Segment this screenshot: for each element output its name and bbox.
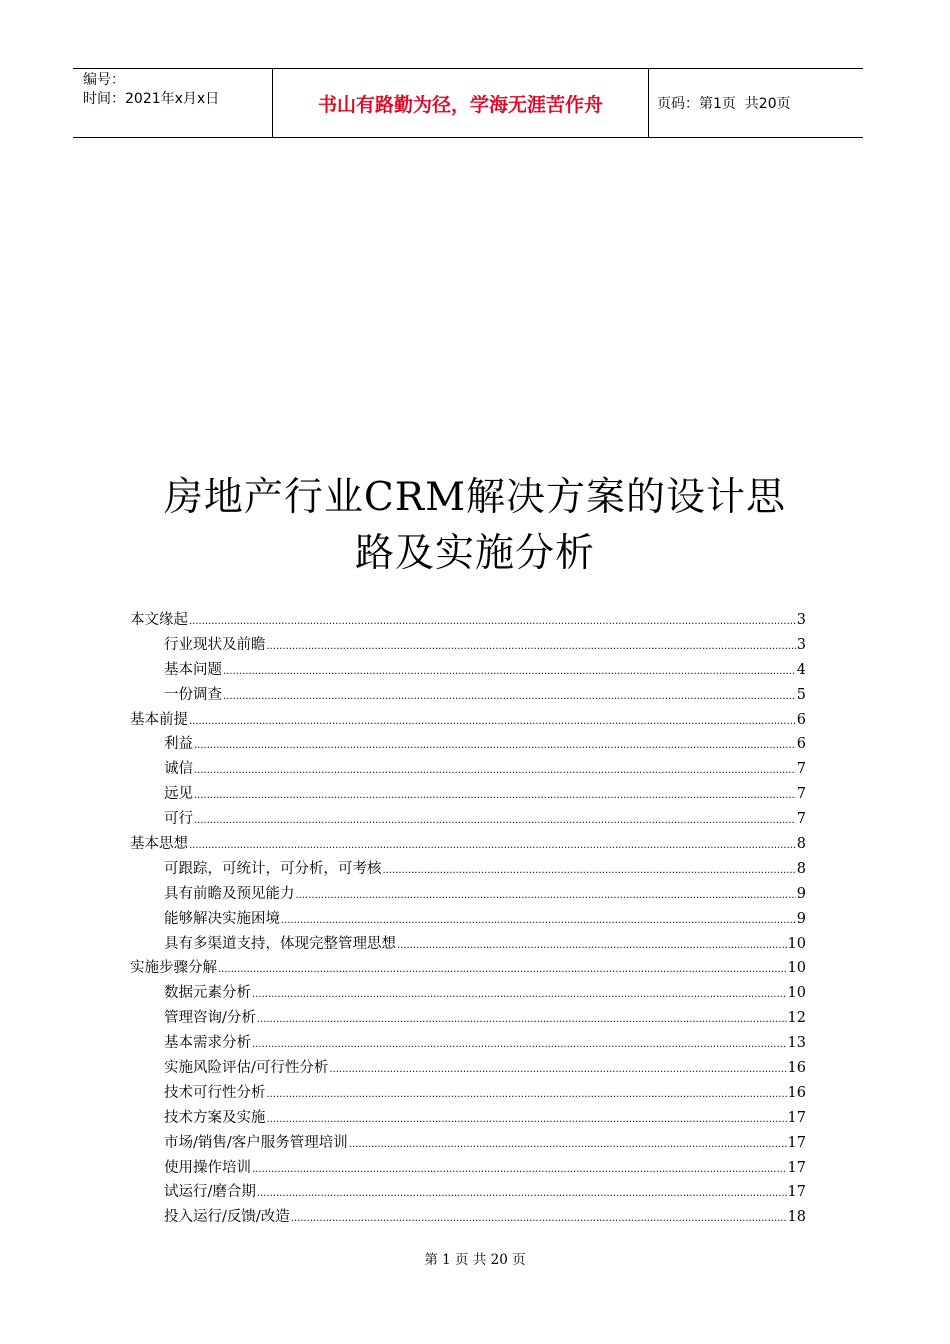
toc-entry-label: 可行	[164, 811, 193, 828]
toc-leader-dots	[194, 740, 796, 751]
toc-entry-page: 16	[787, 1060, 806, 1077]
toc-entry[interactable]	[130, 907, 806, 932]
toc-entry[interactable]	[130, 932, 806, 957]
toc-entry-label: 远见	[164, 786, 193, 803]
toc-leader-dots	[194, 765, 796, 776]
toc-entry-page: 7	[796, 786, 806, 803]
toc-entry[interactable]	[130, 708, 806, 733]
toc-entry[interactable]	[130, 732, 806, 757]
footer-page-number: 第 1 页 共 20 页	[424, 1252, 526, 1268]
toc-entry[interactable]	[130, 1156, 806, 1181]
toc-leader-dots	[257, 1014, 787, 1025]
toc-entry-page: 13	[787, 1035, 806, 1052]
toc-leader-dots	[223, 691, 796, 702]
toc-entry-page: 9	[796, 910, 806, 927]
toc-entry-page: 10	[787, 960, 806, 977]
toc-entry-label: 本文缘起	[130, 612, 188, 628]
toc-entry-label: 投入运行/反馈/改造	[164, 1209, 290, 1226]
toc-entry[interactable]	[130, 981, 806, 1006]
title-line-2: 路及实施分析	[354, 531, 595, 576]
toc-entry-page: 17	[787, 1184, 806, 1201]
toc-entry-label: 一份调查	[164, 686, 222, 703]
toc-entry-label: 利益	[164, 736, 193, 753]
page-header	[73, 68, 863, 138]
toc-entry-label: 实施步骤分解	[130, 960, 217, 977]
header-time: 时间：2021年x月x日	[83, 91, 220, 107]
toc-leader-dots	[397, 940, 787, 951]
toc-entry[interactable]	[130, 1006, 806, 1031]
toc-leader-dots	[291, 1213, 787, 1224]
toc-entry[interactable]	[130, 757, 806, 782]
toc-entry-label: 管理咨询/分析	[164, 1010, 256, 1027]
header-meta	[73, 69, 273, 137]
header-page-info	[649, 69, 863, 137]
toc-entry-label: 诚信	[164, 761, 193, 778]
document-title	[0, 470, 950, 582]
header-code: 编号：	[83, 72, 125, 88]
toc-entry-label: 数据元素分析	[164, 985, 251, 1002]
toc-entry-page: 18	[787, 1209, 806, 1226]
toc-entry-page: 4	[796, 661, 806, 678]
toc-entry-label: 市场/销售/客户服务管理培训	[164, 1134, 348, 1151]
toc-leader-dots	[329, 1064, 786, 1075]
toc-entry-page: 12	[787, 1010, 806, 1027]
toc-entry[interactable]	[130, 882, 806, 907]
toc-leader-dots	[189, 716, 796, 727]
toc-entry[interactable]	[130, 633, 806, 658]
toc-entry-page: 10	[787, 985, 806, 1002]
toc-entry[interactable]	[130, 658, 806, 683]
table-of-contents	[130, 608, 806, 1230]
toc-leader-dots	[189, 840, 796, 851]
toc-entry-page: 7	[796, 811, 806, 828]
toc-entry[interactable]	[130, 807, 806, 832]
toc-leader-dots	[267, 641, 796, 652]
toc-leader-dots	[267, 1089, 787, 1100]
toc-entry-page: 8	[796, 860, 806, 877]
toc-entry-label: 试运行/磨合期	[164, 1184, 256, 1201]
toc-entry[interactable]	[130, 832, 806, 857]
toc-leader-dots	[281, 915, 796, 926]
toc-entry-page: 8	[796, 836, 806, 853]
toc-entry-page: 16	[787, 1084, 806, 1101]
toc-entry[interactable]	[130, 1081, 806, 1106]
toc-entry-page: 17	[787, 1109, 806, 1126]
toc-leader-dots	[257, 1188, 787, 1199]
toc-entry-page: 3	[796, 636, 806, 653]
title-line-1: 房地产行业CRM解决方案的设计思	[163, 475, 787, 520]
toc-entry-label: 行业现状及前瞻	[164, 636, 266, 653]
header-page-text: 页码：第1页 共20页	[657, 96, 791, 112]
toc-leader-dots	[296, 890, 796, 901]
toc-entry-label: 基本需求分析	[164, 1035, 251, 1052]
page-footer	[0, 1248, 950, 1268]
toc-entry-label: 基本思想	[130, 836, 188, 853]
toc-leader-dots	[252, 1164, 787, 1175]
toc-entry-page: 9	[796, 885, 806, 902]
toc-leader-dots	[252, 1039, 787, 1050]
toc-entry-page: 7	[796, 761, 806, 778]
toc-entry[interactable]	[130, 782, 806, 807]
toc-entry[interactable]	[130, 1031, 806, 1056]
header-motto: 书山有路勤为径，学海无涯苦作舟	[273, 69, 649, 137]
toc-entry[interactable]	[130, 857, 806, 882]
toc-entry-label: 技术方案及实施	[164, 1109, 266, 1126]
toc-entry-label: 实施风险评估/可行性分析	[164, 1060, 329, 1077]
toc-entry-label: 基本问题	[164, 661, 222, 678]
toc-entry[interactable]	[130, 1056, 806, 1081]
toc-entry-label: 具有前瞻及预见能力	[164, 885, 295, 902]
toc-entry[interactable]	[130, 1131, 806, 1156]
toc-entry-label: 使用操作培训	[164, 1159, 251, 1176]
toc-leader-dots	[267, 1114, 787, 1125]
toc-entry-label: 基本前提	[130, 711, 188, 728]
toc-entry-page: 6	[796, 711, 806, 728]
toc-leader-dots	[252, 989, 787, 1000]
toc-entry[interactable]	[130, 1205, 806, 1230]
toc-entry[interactable]	[130, 1106, 806, 1131]
toc-entry[interactable]	[130, 956, 806, 981]
toc-entry-page: 5	[796, 686, 806, 703]
toc-entry[interactable]	[130, 608, 806, 633]
toc-entry-label: 能够解决实施困境	[164, 910, 280, 927]
toc-entry-label: 具有多渠道支持，体现完整管理思想	[164, 935, 396, 952]
toc-leader-dots	[383, 865, 796, 876]
toc-entry-page: 6	[796, 736, 806, 753]
toc-entry-page: 17	[787, 1159, 806, 1176]
toc-entry[interactable]	[130, 1180, 806, 1205]
toc-entry-label: 技术可行性分析	[164, 1084, 266, 1101]
toc-leader-dots	[349, 1139, 787, 1150]
toc-entry-page: 17	[787, 1134, 806, 1151]
toc-entry-page: 10	[787, 935, 806, 952]
toc-leader-dots	[223, 666, 796, 677]
toc-entry[interactable]	[130, 683, 806, 708]
toc-entry-label: 可跟踪，可统计，可分析，可考核	[164, 860, 382, 877]
toc-leader-dots	[189, 616, 796, 627]
toc-entry-page: 3	[796, 612, 806, 628]
toc-leader-dots	[218, 964, 787, 975]
toc-leader-dots	[194, 790, 796, 801]
toc-leader-dots	[194, 815, 796, 826]
